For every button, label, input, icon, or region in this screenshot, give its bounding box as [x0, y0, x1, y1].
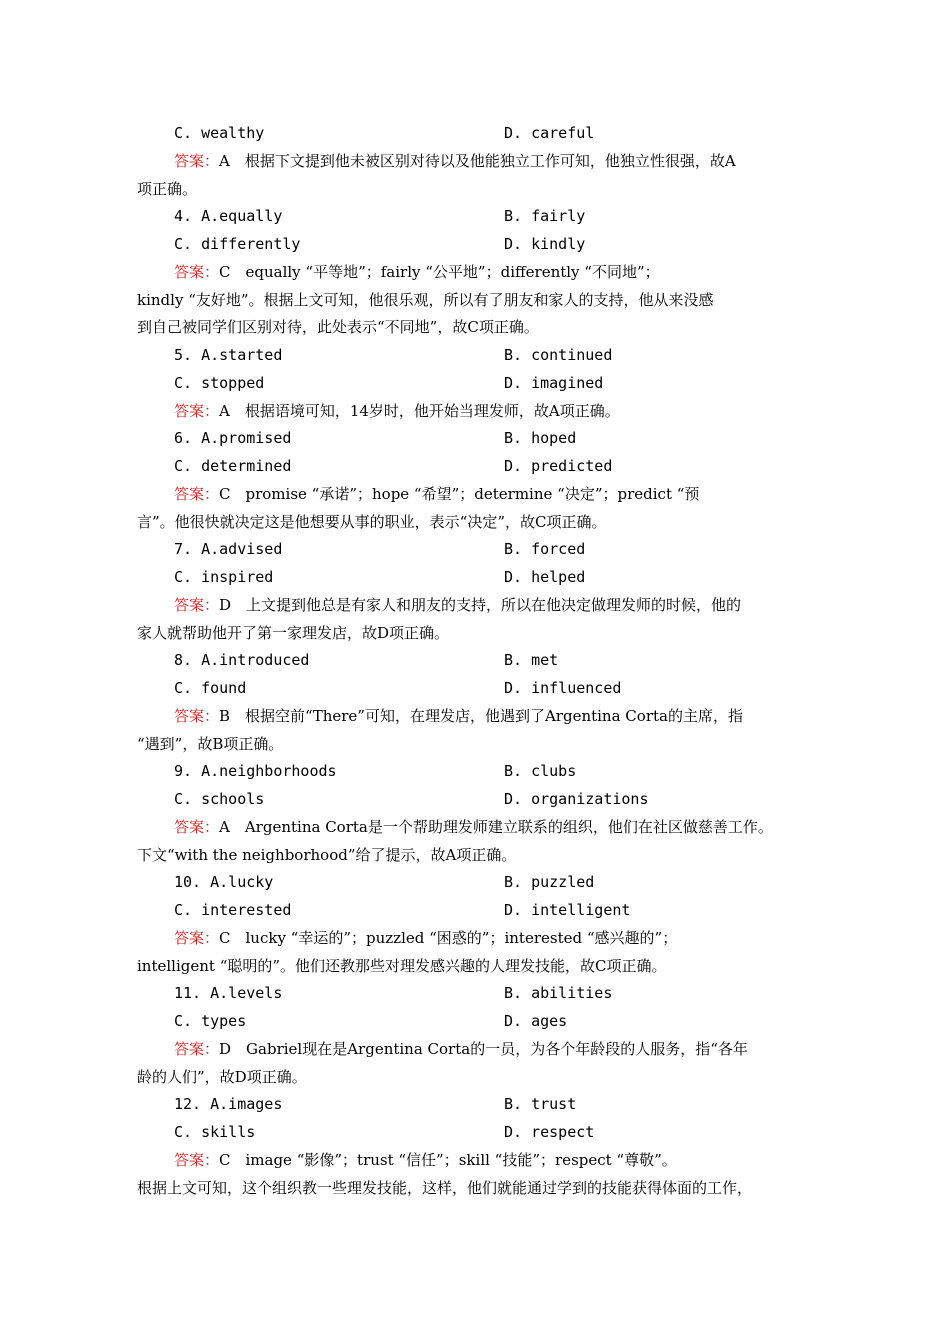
answer-line [174, 702, 743, 730]
option-right: D. careful [504, 124, 595, 142]
option-right: B. forced [504, 540, 586, 558]
continuation-line: “遇到”，故B项正确。 [137, 735, 284, 753]
answer-label: 答案： [174, 929, 220, 947]
answer-text: A 根据语境可知，14岁时，他开始当理发师，故A项正确。 [219, 402, 620, 420]
answer-text: D Gabriel现在是Argentina Corta的一员，为各个年龄段的人服务，指“各年 [219, 1040, 748, 1058]
answer-text: C promise “承诺”；hope “希望”；determine “决定”；predict “预 [219, 485, 700, 503]
option-left: C. inspired [174, 568, 274, 586]
option-left: 4. A.equally [174, 207, 283, 225]
option-left: C. interested [174, 901, 292, 919]
answer-text: D 上文提到他总是有家人和朋友的支持，所以在他决定做理发师的时候，他的 [219, 596, 742, 614]
continuation-line: 下文“with the neighborhood”给了提示，故A项正确。 [137, 846, 517, 864]
option-left: C. found [174, 679, 247, 697]
answer-text: C equally “平等地”；fairly “公平地”；differently “不同地”； [219, 263, 660, 281]
answer-line [174, 924, 677, 952]
continuation-line: 项正确。 [137, 180, 198, 198]
answer-label: 答案： [174, 402, 220, 420]
option-left: 7. A.advised [174, 540, 283, 558]
option-left: 5. A.started [174, 346, 283, 364]
option-left: 10. A.lucky [174, 873, 274, 891]
answer-line [174, 1035, 748, 1063]
continuation-line: kindly “友好地”。根据上文可知，他很乐观，所以有了朋友和家人的支持，他从来没感 [137, 291, 714, 309]
option-right: B. puzzled [504, 873, 595, 891]
option-left: C. determined [174, 457, 292, 475]
answer-line [174, 591, 741, 619]
option-left: C. wealthy [174, 124, 265, 142]
answer-line [174, 813, 773, 841]
answer-label: 答案： [174, 707, 220, 725]
answer-label: 答案： [174, 1151, 220, 1169]
option-left: C. schools [174, 790, 265, 808]
answer-text: C lucky “幸运的”；puzzled “困惑的”；interested “感兴趣的”； [219, 929, 678, 947]
answer-text: A Argentina Corta是一个帮助理发师建立联系的组织，他们在社区做慈善工作。 [219, 818, 773, 836]
option-left: 6. A.promised [174, 429, 292, 447]
answer-line [174, 480, 699, 508]
option-left: 9. A.neighborhoods [174, 762, 337, 780]
answer-label: 答案： [174, 485, 220, 503]
option-right: D. imagined [504, 374, 604, 392]
answer-text: C image “影像”；trust “信任”；skill “技能”；respect “尊敬”。 [219, 1151, 677, 1169]
option-right: B. continued [504, 346, 613, 364]
option-right: D. predicted [504, 457, 613, 475]
answer-line [174, 147, 736, 175]
option-left: C. differently [174, 235, 301, 253]
option-left: 12. A.images [174, 1095, 283, 1113]
option-right: B. met [504, 651, 559, 669]
option-right: D. kindly [504, 235, 586, 253]
answer-text: B 根据空前“There”可知，在理发店，他遇到了Argentina Corta的主席，指 [219, 707, 743, 725]
answer-line [174, 258, 660, 286]
option-right: B. trust [504, 1095, 577, 1113]
option-left: 8. A.introduced [174, 651, 310, 669]
option-right: D. organizations [504, 790, 649, 808]
continuation-line: 龄的人们”，故D项正确。 [137, 1068, 307, 1086]
option-right: D. influenced [504, 679, 622, 697]
answer-line [174, 397, 620, 425]
continuation-line: 家人就帮助他开了第一家理发店，故D项正确。 [137, 624, 450, 642]
answer-text: A 根据下文提到他未被区别对待以及他能独立工作可知，他独立性很强，故A [219, 152, 736, 170]
option-right: B. hoped [504, 429, 577, 447]
option-right: B. clubs [504, 762, 577, 780]
option-right: D. respect [504, 1123, 595, 1141]
option-left: C. stopped [174, 374, 265, 392]
continuation-line: 根据上文可知，这个组织教一些理发技能，这样，他们就能通过学到的技能获得体面的工作， [137, 1179, 753, 1197]
answer-line [174, 1146, 677, 1174]
option-left: C. types [174, 1012, 247, 1030]
option-right: B. abilities [504, 984, 613, 1002]
option-right: D. ages [504, 1012, 568, 1030]
option-right: B. fairly [504, 207, 586, 225]
continuation-line: 到自己被同学们区别对待，此处表示“不同地”，故C项正确。 [137, 318, 539, 336]
continuation-line: intelligent “聪明的”。他们还教那些对理发感兴趣的人理发技能，故C项正确。 [137, 957, 667, 975]
option-left: C. skills [174, 1123, 256, 1141]
answer-label: 答案： [174, 818, 220, 836]
answer-label: 答案： [174, 1040, 220, 1058]
answer-label: 答案： [174, 596, 220, 614]
answer-label: 答案： [174, 152, 220, 170]
option-left: 11. A.levels [174, 984, 283, 1002]
option-right: D. intelligent [504, 901, 631, 919]
answer-label: 答案： [174, 263, 220, 281]
continuation-line: 言”。他很快就决定这是他想要从事的职业，表示“决定”，故C项正确。 [137, 513, 607, 531]
option-right: D. helped [504, 568, 586, 586]
